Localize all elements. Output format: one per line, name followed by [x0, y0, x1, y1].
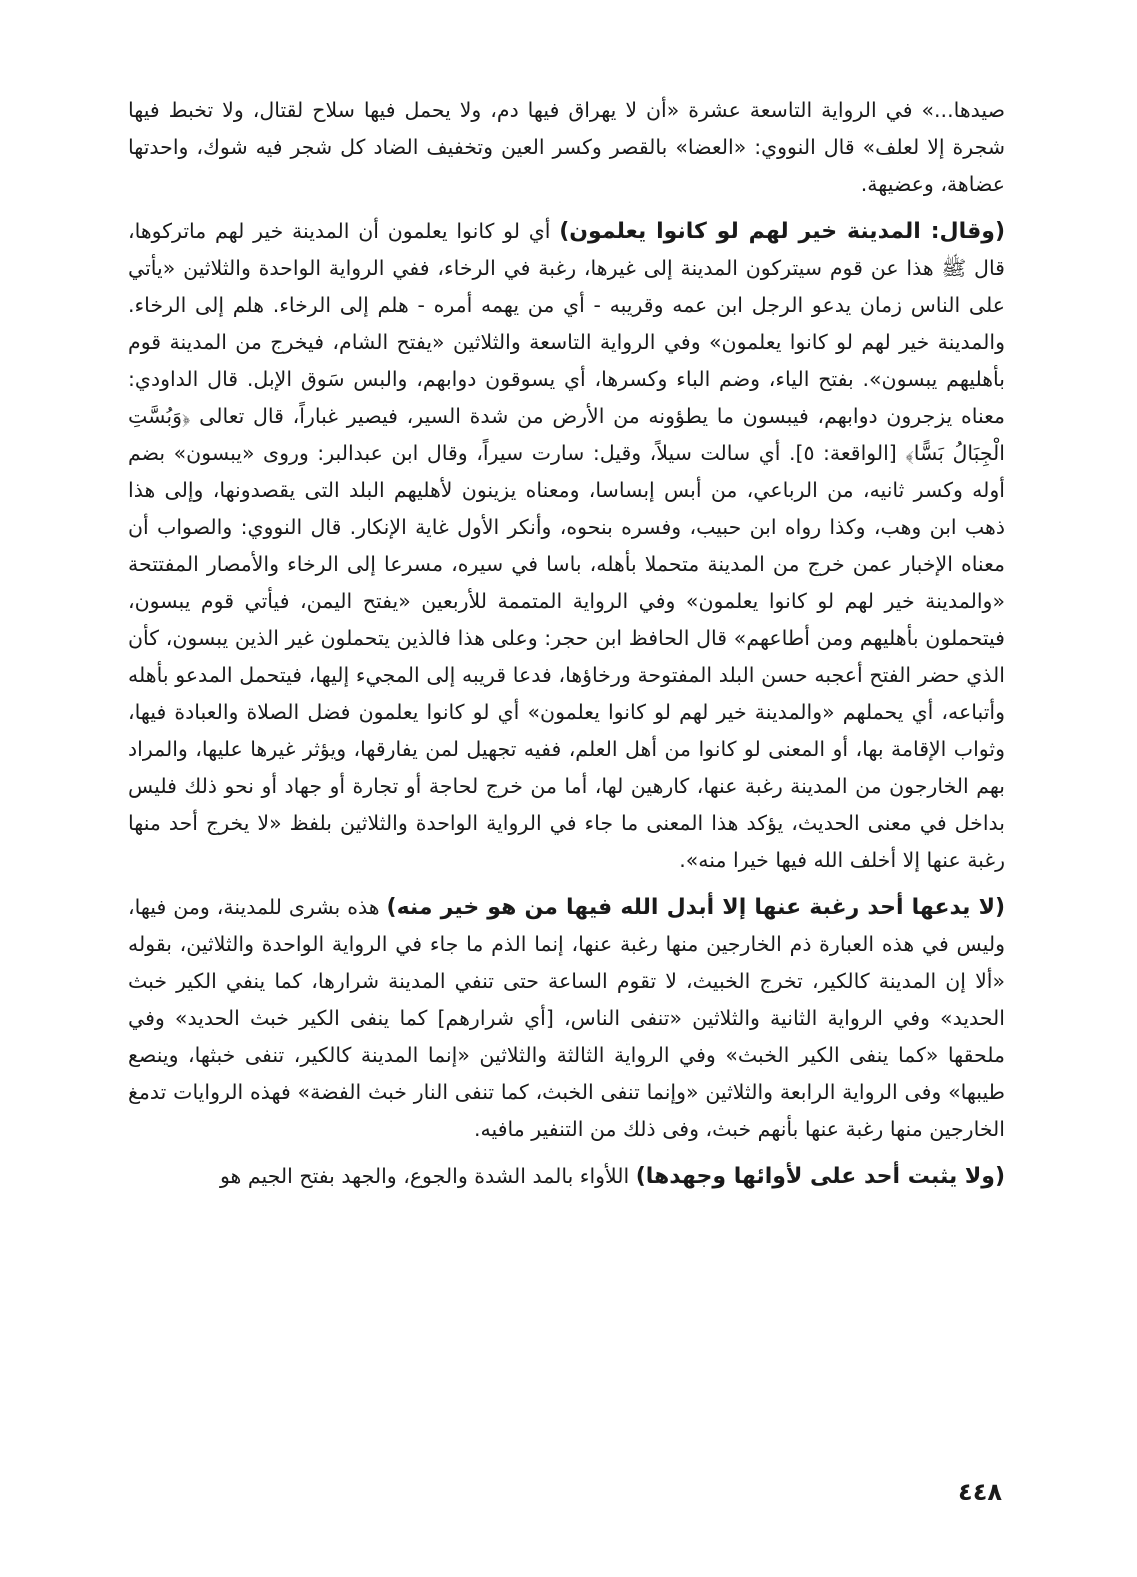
paragraph-la-yadauha [128, 889, 1005, 1148]
paragraph-madina-khair [128, 213, 1005, 879]
paragraph-text: أي لو كانوا يعلمون أن المدينة خير لهم ماتركوها، قال ﷺ هذا عن قوم سيتركون المدينة إلى غيرها، رغبة في الرخاء، ففي الرواية الواحدة والثلاثين «يأتي على الناس زمان يدعو الرجل ابن عمه وقريبه - أي من يهمه أمره - هلم إلى الرخاء. هلم إلى الرخاء. والمدينة خير لهم لو كانوا يعلمون» وفي الرواية التاسعة والثلاثين «يفتح الشام، فيخرج من المدينة قوم بأهليهم يبسون». بفتح الياء، وضم الباء وكسرها، أي يسوقون دوابهم، والبس سَوق الإبل. قال الداودي: معناه يزجرون دوابهم، فيبسون ما يطؤونه من الأرض من شدة السير، فيصير غباراً، قال تعالى ﴿وَبُسَّتِ الْجِبَالُ بَسًّا﴾ [الواقعة: ٥]. أي سالت سيلاً، وقيل: سارت سيراً، وقال ابن عبدالبر: وروى «يبسون» بضم أوله وكسر ثانيه، من الرباعي، من أبس إبساسا، ومعناه يزينون لأهليهم البلد التى يقصدونها، وإلى هذا ذهب ابن وهب، وكذا رواه ابن حبيب، وفسره بنحوه، وأنكر الأول غاية الإنكار. قال النووي: والصواب أن معناه الإخبار عمن خرج من المدينة متحملا بأهله، باسا في سيره، مسرعا إلى الرخاء والأمصار المفتتحة «والمدينة خير لهم لو كانوا يعلمون» وفي الرواية المتممة للأربعين «يفتح اليمن، فيأتي قوم يبسون، فيتحملون بأهليهم ومن أطاعهم» قال الحافظ ابن حجر: وعلى هذا فالذين يتحملون غير الذين يبسون، كأن الذي حضر الفتح أعجبه حسن البلد المفتوحة ورخاؤها، فدعا قريبه إلى المجيء إليها، فيتحمل المدعو بأهله وأتباعه، أي يحملهم «والمدينة خير لهم لو كانوا يعلمون» أي لو كانوا يعلمون فضل الصلاة والعبادة فيها، وثواب الإقامة بها، أو المعنى لو كانوا من أهل العلم، ففيه تجهيل لمن يفارقها، ويؤثر غيرها عليها، والمراد بهم الخارجون من المدينة رغبة عنها، كارهين لها، أما من خرج لحاجة أو تجارة أو جهاد أو نحو ذلك فليس بداخل في معنى الحديث، يؤكد هذا المعنى ما جاء في الرواية الواحدة والثلاثين بلفظ «لا يخرج أحد منها رغبة عنها إلا أخلف الله فيها خيرا منه». [128, 219, 1005, 872]
page-number: ٤٤٨ [958, 1478, 1002, 1506]
paragraph-text: اللأواء بالمد الشدة والجوع، والجهد بفتح الجيم هو [219, 1164, 636, 1188]
paragraph-intro [128, 92, 1005, 203]
section-heading: (ولا يثبت أحد على لأوائها وجهدها) [635, 1164, 1005, 1189]
section-heading: (وقال: المدينة خير لهم لو كانوا يعلمون) [559, 219, 1006, 244]
paragraph-text: صيدها...» في الرواية التاسعة عشرة «أن لا يهراق فيها دم، ولا يحمل فيها سلاح لقتال، ولا تخبط فيها شجرة إلا لعلف» قال النووي: «العضا» بالقصر وكسر العين وتخفيف الضاد كل شجر فيه شوك، واحدتها عضاهة، وعضيهة. [128, 98, 1005, 196]
paragraph-text: هذه بشرى للمدينة، ومن فيها، وليس في هذه العبارة ذم الخارجين منها رغبة عنها، إنما الذم ما جاء في الرواية الواحدة والثلاثين، بقوله «ألا إن المدينة كالكير، تخرج الخبيث، لا تقوم الساعة حتى تنفي المدينة شرارها، كما ينفي الكير خبث الحديد» وفي الرواية الثانية والثلاثين «تنفى الناس، [أي شرارهم] كما ينفى الكير خبث الحديد» وفي ملحقها «كما ينفى الكير الخبث» وفي الرواية الثالثة والثلاثين «إنما المدينة كالكير، تنفى خبثها، وينصع طيبها» وفى الرواية الرابعة والثلاثين «وإنما تنفى الخبث، كما تنفى النار خبث الفضة» فهذه الروايات تدمغ الخارجين منها رغبة عنها بأنهم خبث، وفى ذلك من التنفير مافيه. [128, 895, 1005, 1141]
section-heading: (لا يدعها أحد رغبة عنها إلا أبدل الله فيها من هو خير منه) [386, 895, 1006, 920]
paragraph-la-yathbut [128, 1158, 1005, 1195]
body-text [128, 92, 1005, 1195]
